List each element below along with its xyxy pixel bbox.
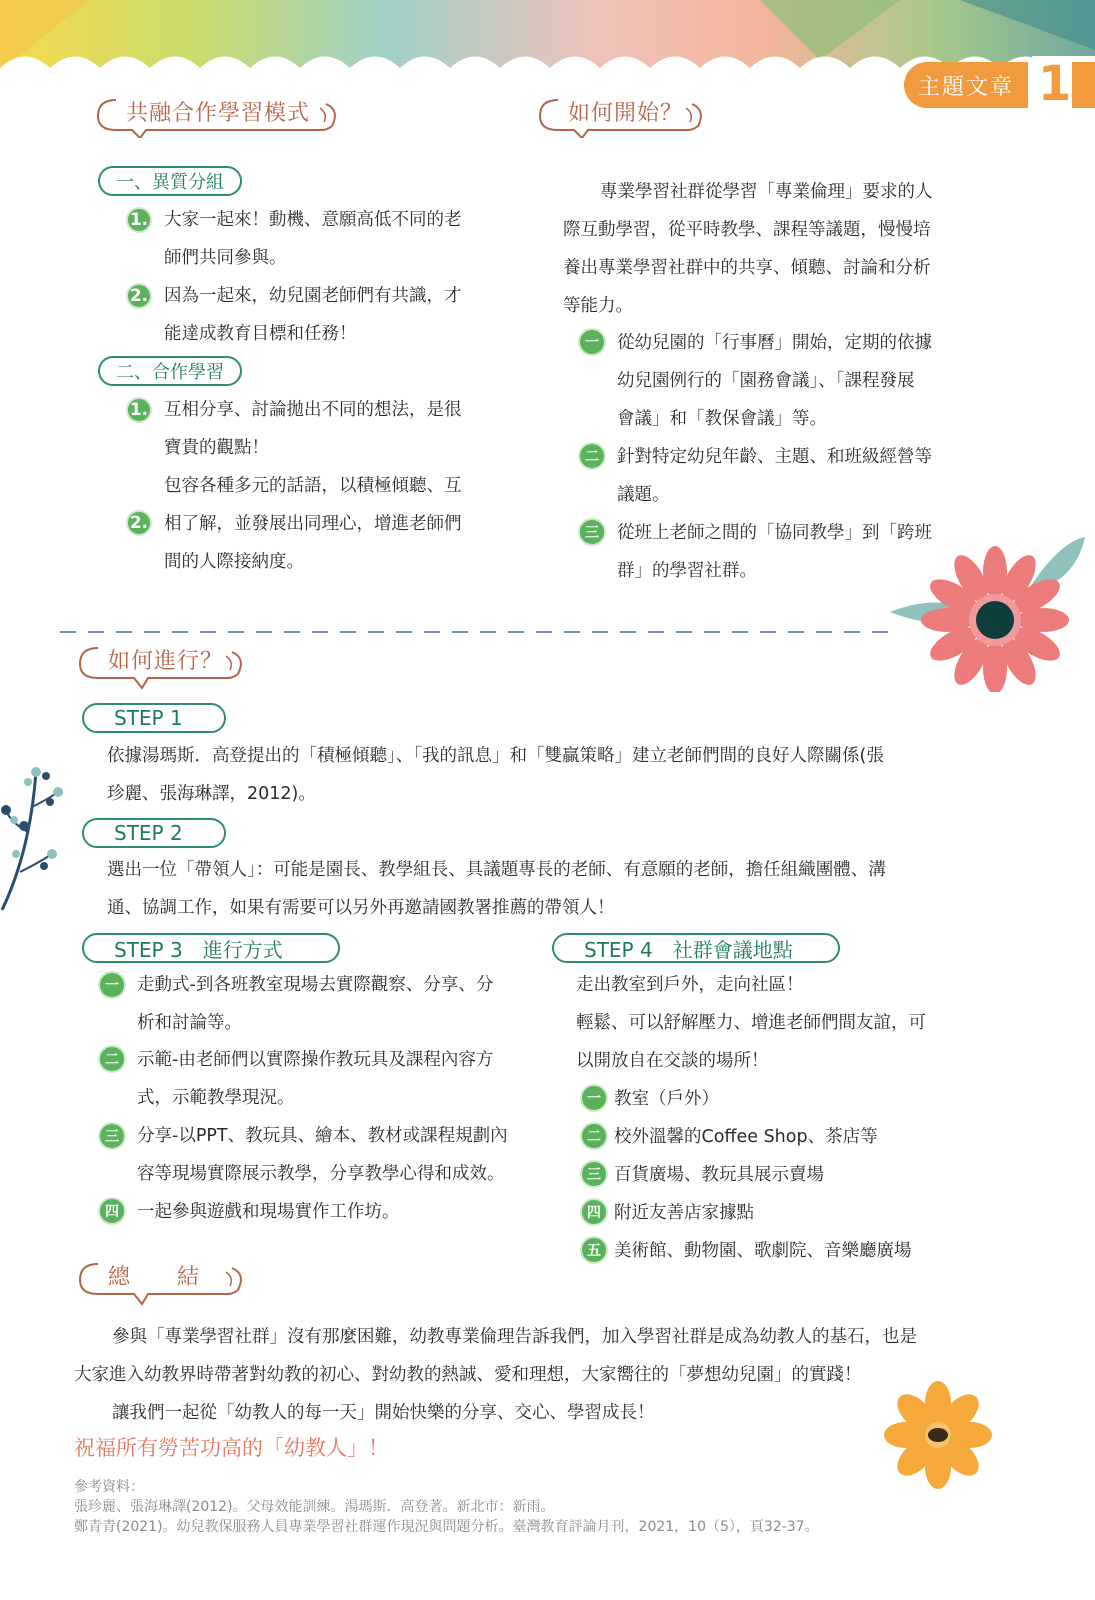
text-line: 幼兒園例行的「園務會議」、「課程發展	[617, 371, 915, 391]
header-accent-bar	[1072, 62, 1095, 108]
text-line: 針對特定幼兒年齡、主題、和班級經營等	[617, 447, 932, 467]
text-line: 式，示範教學現況。	[137, 1088, 295, 1108]
text-line: 以開放自在交談的場所！	[576, 1051, 769, 1071]
chinese-number-badge: 五	[580, 1236, 608, 1264]
chinese-number-badge: 一	[98, 971, 126, 999]
chinese-number-badge: 三	[578, 518, 606, 546]
text-line: 容等現場實際展示教學，分享教學心得和成效。	[137, 1164, 505, 1184]
blessing-text: 祝福所有勞苦功高的「幼教人」！	[74, 1436, 389, 1460]
text-line: 通、協調工作，如果有需要可以另外再邀請國教署推薦的帶領人！	[107, 898, 615, 918]
chinese-number-badge: 二	[578, 442, 606, 470]
section-title-how-to-proceed: 如何進行？	[78, 640, 248, 684]
text-line: 走動式-到各班教室現場去實際觀察、分享、分	[137, 975, 494, 995]
reference-item: 張珍麗、張海琳譯(2012)。父母效能訓練。湯瑪斯．高登著。新北市：新雨。	[74, 1499, 555, 1515]
step4-label: STEP 4 社群會議地點	[552, 933, 840, 963]
text-line: 包容各種多元的話語，以積極傾聽、互	[164, 476, 462, 496]
text-line: 一起參與遊戲和現場實作工作坊。	[137, 1202, 400, 1222]
text-line: 析和討論等。	[137, 1013, 242, 1033]
flower-icon	[878, 1380, 998, 1490]
text-line: 走出教室到戶外，走向社區！	[576, 975, 804, 995]
group2-label: 二、合作學習	[98, 356, 242, 386]
chinese-number-badge: 二	[580, 1122, 608, 1150]
flower-icon	[880, 532, 1090, 692]
branch-icon	[0, 762, 70, 912]
text-line: 珍麗、張海琳譯，2012)。	[107, 784, 316, 804]
text-line: 大家進入幼教界時帶著對幼教的初心、對幼教的熱誠、愛和理想，大家嚮往的「夢想幼兒園」的實踐！	[74, 1365, 862, 1385]
text-line: 專業學習社群從學習「專業倫理」要求的人	[600, 182, 933, 202]
text-line: 校外溫馨的Coffee Shop、茶店等	[614, 1127, 878, 1147]
step1-label: STEP 1	[82, 703, 226, 733]
text-line: 寶貴的觀點！	[164, 438, 269, 458]
text-line: 百貨廣場、教玩具展示賣場	[614, 1165, 824, 1185]
section-title-how-to-start: 如何開始？	[538, 92, 708, 136]
chinese-number-badge: 一	[580, 1084, 608, 1112]
chinese-number-badge: 四	[580, 1198, 608, 1226]
section-title-summary: 總 結	[78, 1256, 248, 1300]
header-chapter-number: 1	[1032, 56, 1095, 112]
number-badge: 1.	[126, 397, 152, 423]
chinese-number-badge: 四	[98, 1197, 126, 1225]
text-line: 會議」和「教保會議」等。	[617, 409, 827, 429]
number-badge: 2.	[126, 510, 152, 536]
number-badge: 2.	[126, 283, 152, 309]
text-line: 分享-以PPT、教玩具、繪本、教材或課程規劃內	[137, 1126, 508, 1146]
text-line: 從班上老師之間的「協同教學」到「跨班	[617, 523, 932, 543]
text-line: 群」的學習社群。	[617, 561, 757, 581]
text-line: 師們共同參與。	[164, 248, 287, 268]
text-line: 互相分享、討論拋出不同的想法，是很	[164, 400, 462, 420]
text-line: 教室（戶外）	[614, 1089, 719, 1109]
text-line: 因為一起來，幼兒園老師們有共識，才	[164, 286, 462, 306]
header-tag: 主題文章	[904, 62, 1028, 108]
text-line: 示範-由老師們以實際操作教玩具及課程內容方	[137, 1050, 494, 1070]
text-line: 附近友善店家據點	[614, 1203, 754, 1223]
text-line: 議題。	[617, 485, 670, 505]
text-line: 從幼兒園的「行事曆」開始，定期的依據	[617, 333, 932, 353]
text-line: 美術館、動物園、歌劇院、音樂廳廣場	[614, 1241, 912, 1261]
chinese-number-badge: 一	[578, 328, 606, 356]
group1-label: 一、異質分組	[98, 166, 242, 196]
text-line: 相了解，並發展出同理心，增進老師們	[164, 514, 462, 534]
text-line: 輕鬆、可以舒解壓力、增進老師們間友誼，可	[576, 1013, 926, 1033]
chinese-number-badge: 三	[580, 1160, 608, 1188]
step3-label: STEP 3 進行方式	[82, 933, 340, 963]
chinese-number-badge: 二	[98, 1045, 126, 1073]
text-line: 大家一起來！動機、意願高低不同的老	[164, 210, 462, 230]
dashed-divider	[60, 630, 890, 634]
reference-item: 鄭青青(2021)。幼兒教保服務人員專業學習社群運作現況與問題分析。臺灣教育評論月刊，2021，10（5），頁32-37。	[74, 1519, 819, 1535]
text-line: 養出專業學習社群中的共享、傾聽、討論和分析	[563, 258, 931, 278]
step2-label: STEP 2	[82, 818, 226, 848]
chinese-number-badge: 三	[98, 1122, 126, 1150]
text-line: 依據湯瑪斯．高登提出的「積極傾聽」、「我的訊息」和「雙贏策略」建立老師們間的良好人際關係(張	[107, 746, 884, 766]
text-line: 參與「專業學習社群」沒有那麼困難，幼教專業倫理告訴我們，加入學習社群是成為幼教人的基石，也是	[112, 1327, 917, 1347]
text-line: 際互動學習，從平時教學、課程等議題，慢慢培	[563, 220, 931, 240]
number-badge: 1.	[126, 207, 152, 233]
text-line: 選出一位「帶領人」：可能是園長、教學組長、具議題專長的老師、有意願的老師，擔任組織團體、溝	[107, 860, 886, 880]
text-line: 讓我們一起從「幼教人的每一天」開始快樂的分享、交心、學習成長！	[112, 1403, 655, 1423]
text-line: 等能力。	[563, 296, 633, 316]
section-title-cooperative: 共融合作學習模式	[96, 92, 342, 136]
text-line: 能達成教育目標和任務！	[164, 324, 357, 344]
text-line: 間的人際接納度。	[164, 552, 304, 572]
references-label: 參考資料：	[74, 1479, 144, 1495]
